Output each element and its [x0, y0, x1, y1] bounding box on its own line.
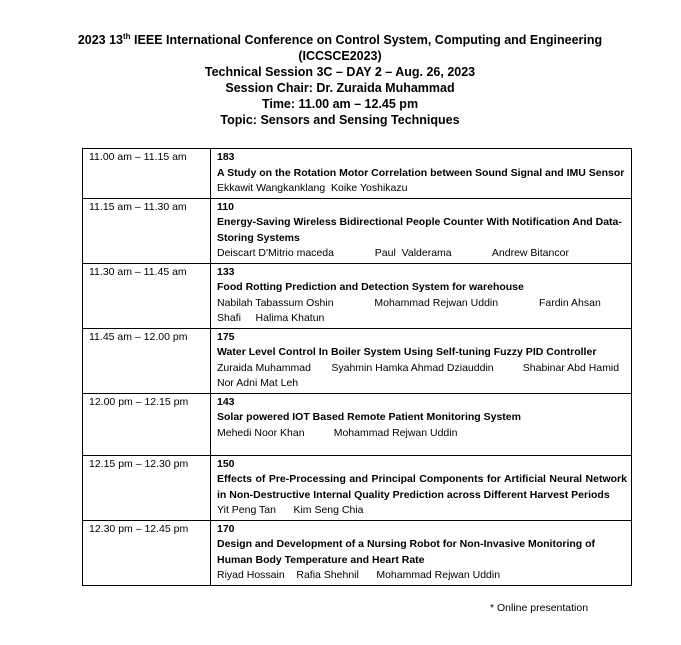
table-row	[83, 263, 632, 328]
paper-cell	[211, 520, 632, 585]
session-title: Technical Session 3C – DAY 2 – Aug. 26, 2023	[204, 65, 476, 79]
table-row	[83, 198, 632, 263]
time-slot: 11.30 am – 11.45 am	[83, 263, 211, 328]
session-topic: Topic: Sensors and Sensing Techniques	[220, 113, 460, 127]
time-slot: 12.00 pm – 12.15 pm	[83, 393, 211, 455]
paper-authors: Zuraida Muhammad Syahmin Hamka Ahmad Dziauddin Shabinar Abd Hamid Nor Adni Mat Leh	[217, 361, 625, 389]
table-row	[83, 520, 632, 585]
session-chair: Session Chair: Dr. Zuraida Muhammad	[225, 81, 455, 95]
conference-acronym: (ICCSCE2023)	[298, 49, 382, 63]
time-slot: 11.00 am – 11.15 am	[83, 149, 211, 199]
paper-cell	[211, 455, 632, 520]
paper-cell	[211, 198, 632, 263]
paper-cell	[211, 393, 632, 455]
paper-authors: Nabilah Tabassum Oshin Mohammad Rejwan Uddin Fardin Ahsan Shafi Halima Khatun	[217, 296, 604, 324]
session-header	[60, 32, 620, 128]
table-row	[83, 393, 632, 455]
paper-title: Effects of Pre-Processing and Principal Components for Artificial Neural Network in Non-Destructive Internal Quality Prediction across Different Harvest Periods	[217, 473, 627, 501]
schedule-table	[82, 148, 632, 586]
online-presentation-note: * Online presentation	[490, 602, 589, 614]
time-slot: 11.15 am – 11.30 am	[83, 198, 211, 263]
paper-title: Water Level Control In Boiler System Using Self-tuning Fuzzy PID Controller	[217, 346, 597, 358]
time-slot: 11.45 am – 12.00 pm	[83, 328, 211, 393]
paper-authors: Ekkawit Wangkanklang Koike Yoshikazu	[217, 182, 408, 194]
paper-cell	[211, 263, 632, 328]
time-slot: 12.30 pm – 12.45 pm	[83, 520, 211, 585]
paper-authors: Mehedi Noor Khan Mohammad Rejwan Uddin	[217, 426, 458, 439]
table-row	[83, 328, 632, 393]
paper-cell	[211, 149, 632, 199]
table-row	[83, 149, 632, 199]
session-time: Time: 11.00 am – 12.45 pm	[261, 97, 419, 111]
paper-id: 183	[217, 151, 235, 163]
paper-id: 150	[217, 457, 235, 470]
paper-id: 133	[217, 265, 235, 278]
paper-title: Solar powered IOT Based Remote Patient Monitoring System	[217, 411, 521, 423]
paper-title: Energy-Saving Wireless Bidirectional People Counter With Notification And Data-Storing Systems	[217, 216, 622, 244]
paper-id: 170	[217, 522, 235, 535]
paper-title: A Study on the Rotation Motor Correlation between Sound Signal and IMU Sensor	[217, 166, 625, 179]
paper-cell	[211, 328, 632, 393]
conference-title: 2023 13th IEEE International Conference on Control System, Computing and Engineering	[77, 31, 603, 47]
paper-title: Food Rotting Prediction and Detection System for warehouse	[217, 281, 524, 293]
time-slot: 12.15 pm – 12.30 pm	[83, 455, 211, 520]
paper-title: Design and Development of a Nursing Robot for Non-Invasive Monitoring of Human Body Temperature and Heart Rate	[217, 538, 596, 566]
paper-id: 110	[217, 200, 234, 213]
paper-authors: Riyad Hossain Rafia Shehnil Mohammad Rejwan Uddin	[217, 569, 501, 581]
paper-authors: Deiscart D'Mitrio maceda Paul Valderama Andrew Bitancor	[217, 247, 569, 259]
paper-authors: Yit Peng Tan Kim Seng Chia	[217, 504, 364, 516]
paper-id: 175	[217, 330, 235, 343]
table-row	[83, 455, 632, 520]
paper-id: 143	[217, 395, 235, 408]
